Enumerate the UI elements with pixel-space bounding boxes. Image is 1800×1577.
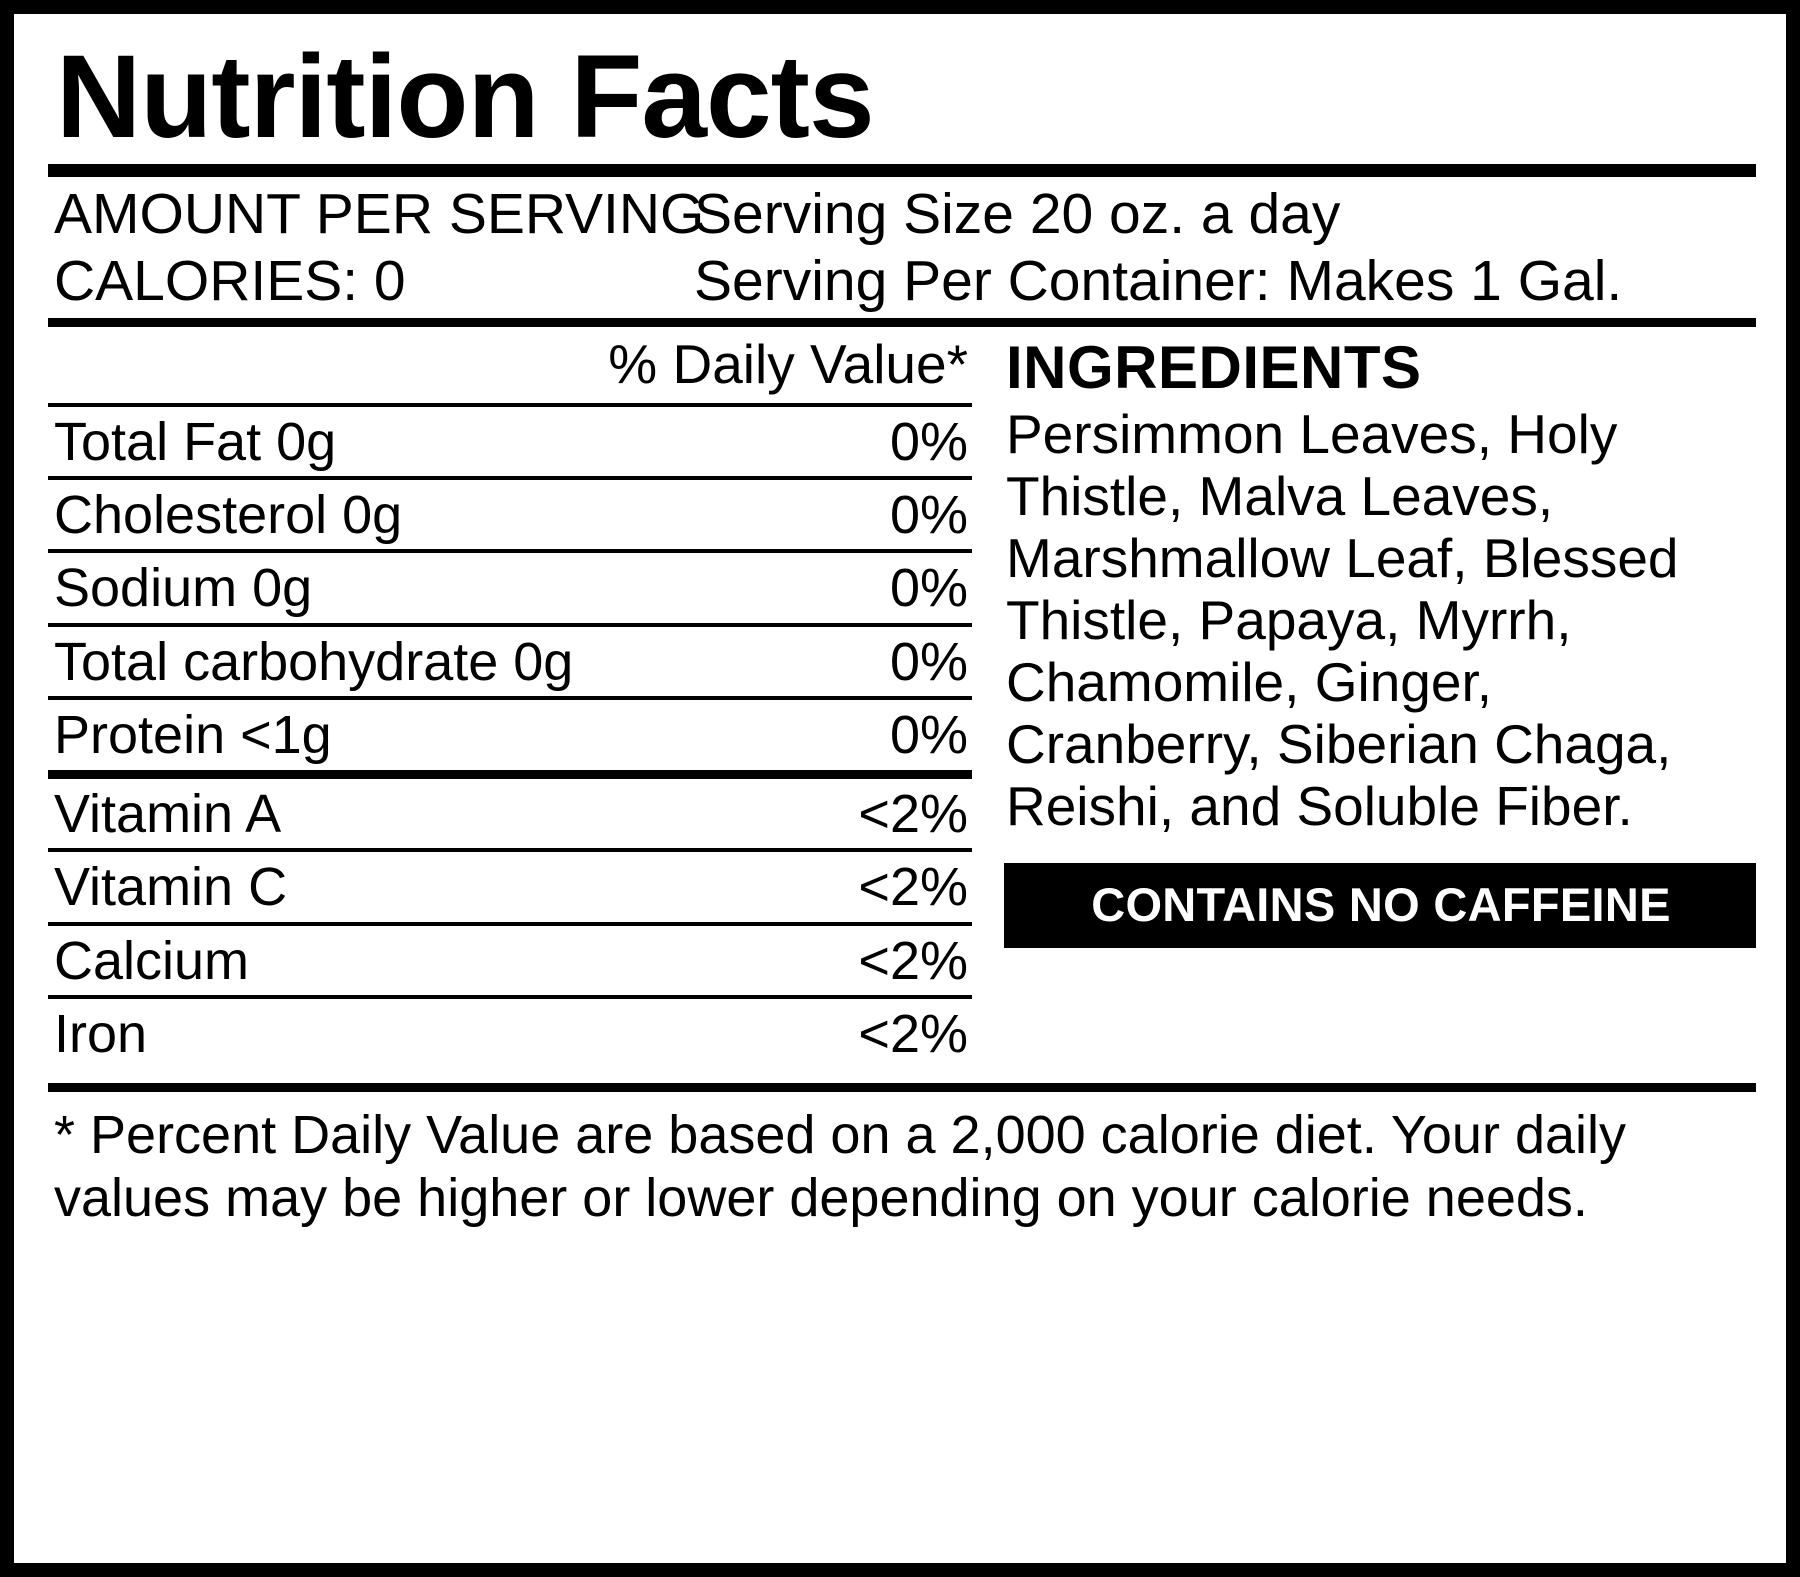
table-row [48, 700, 972, 769]
nutrient-name: Sodium 0g [54, 558, 313, 619]
table-row [48, 926, 972, 995]
serving-block [48, 177, 1756, 318]
table-row [48, 779, 972, 848]
ingredients-text: Persimmon Leaves, Holy Thistle, Malva Leaves, Marshmallow Leaf, Blessed Thistle, Papaya, Myrrh, Chamomile, Ginger, Cranberry, Siberian Chaga, Reishi, and Soluble Fiber. [1006, 402, 1679, 838]
nutrient-name: Vitamin C [54, 857, 288, 918]
divider-title [48, 164, 1756, 177]
amount-per-serving-label: AMOUNT PER SERVING [54, 182, 705, 246]
divider-footnote [48, 1083, 1756, 1092]
nutrient-name: Calcium [54, 930, 250, 991]
nutrient-dv: 0% [889, 705, 968, 766]
nutrient-dv: 0% [889, 558, 968, 619]
nutrient-dv: <2% [858, 857, 968, 918]
table-row [48, 407, 972, 476]
divider-serving [48, 318, 1756, 327]
footnote-text: * Percent Daily Value are based on a 2,000 calorie diet. Your daily values may be higher or lower depending on your calorie needs. [54, 1104, 1627, 1229]
ingredients-column [978, 327, 1756, 949]
nutrient-dv: <2% [858, 783, 968, 844]
nutrient-dv: 0% [889, 484, 968, 545]
bottom-spacer [48, 1231, 1756, 1553]
nutrient-name: Iron [54, 1004, 148, 1065]
table-row [48, 553, 972, 622]
table-row [48, 852, 972, 921]
table-row [48, 627, 972, 696]
divider-protein [48, 770, 972, 779]
table-row [48, 480, 972, 549]
nutrient-dv: <2% [858, 1004, 968, 1065]
nutrient-dv: 0% [889, 631, 968, 692]
serving-row-2 [48, 248, 1756, 315]
nutrient-dv: 0% [889, 411, 968, 472]
serving-row-1 [48, 181, 1756, 248]
servings-per-container-value: Serving Per Container: Makes 1 Gal. [694, 249, 1623, 314]
label-inner [14, 14, 1786, 1563]
nutrient-column [48, 327, 978, 1069]
table-row [48, 999, 972, 1068]
calories-value: CALORIES: 0 [54, 249, 406, 314]
nutrient-dv: <2% [858, 930, 968, 991]
daily-value-header: % Daily Value* [608, 332, 968, 395]
nutrient-name: Cholesterol 0g [54, 484, 403, 545]
nutrient-name: Total carbohydrate 0g [54, 631, 574, 692]
caffeine-badge: CONTAINS NO CAFFEINE [1004, 863, 1756, 948]
page-title: Nutrition Facts [56, 31, 874, 163]
serving-size-value: Serving Size 20 oz. a day [694, 182, 1341, 246]
nutrient-name: Total Fat 0g [54, 411, 337, 472]
body-columns [48, 327, 1756, 1069]
ingredients-title: INGREDIENTS [1006, 333, 1422, 401]
nutrient-name: Protein <1g [54, 705, 332, 766]
nutrient-name: Vitamin A [54, 783, 282, 844]
